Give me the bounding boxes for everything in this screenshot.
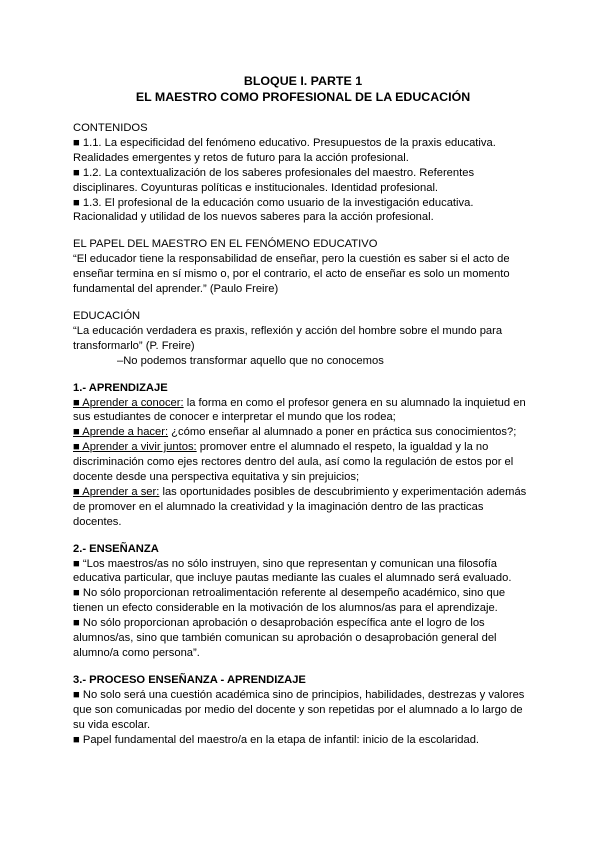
papel-heading: EL PAPEL DEL MAESTRO EN EL FENÓMENO EDUCATIVO	[73, 238, 378, 251]
aprendizaje-item-text: las oportunidades posibles de descubrimiento y experimentación además de promover en el alumnado la creatividad y la imaginación dentro de las practicas docentes.	[73, 485, 527, 528]
ensenanza-item: ■ No sólo proporcionan aprobación o desaprobación específica ante el logro de los alumnos/as, sino que también comunican su aprobación o desaprobación general del alumno/a como persona”.	[73, 617, 497, 659]
proceso-heading: 3.- PROCESO ENSEÑANZA - APRENDIZAJE	[73, 673, 306, 686]
aprendizaje-item-text: la forma en como el profesor genera en su alumnado la inquietud en sus estudiantes de conocer e interpretar el mundo que los rodea;	[73, 396, 526, 424]
papel-section	[73, 237, 533, 297]
aprendizaje-item	[73, 425, 533, 440]
aprendizaje-item-text: promover entre el alumnado el respeto, la igualdad y la no discriminación como ejes rectores dentro del aula, así como la regulación de estos por el docente desde una perspectiva equitativa y sin prejuicios;	[73, 441, 514, 484]
aprendizaje-heading: 1.- APRENDIZAJE	[73, 381, 168, 394]
educacion-quote: “La educación verdadera es praxis, reflexión y acción del hombre sobre el mundo para transformarlo” (P. Freire)	[73, 324, 503, 352]
contenidos-item: ■ 1.1. La especificidad del fenómeno educativo. Presupuestos de la praxis educativa. Realidades emergentes y retos de futuro para la acción profesional.	[73, 136, 496, 164]
title-line-1: BLOQUE I. PARTE 1	[243, 74, 363, 88]
document-page	[73, 73, 533, 747]
aprendizaje-item	[73, 440, 533, 485]
contenidos-section	[73, 121, 533, 225]
aprendizaje-item-label: ■ Aprender a ser:	[73, 485, 160, 498]
educacion-section	[73, 309, 533, 369]
aprendizaje-item-label: ■ Aprende a hacer:	[73, 426, 169, 439]
aprendizaje-item-label: ■ Aprender a conocer:	[73, 396, 184, 409]
ensenanza-section	[73, 542, 533, 661]
contenidos-item: ■ 1.3. El profesional de la educación como usuario de la investigación educativa. Racionalidad y utilidad de los nuevos saberes para la acción profesional.	[73, 196, 474, 224]
title-line-2: EL MAESTRO COMO PROFESIONAL DE LA EDUCACIÓN	[135, 90, 471, 104]
papel-quote: “El educador tiene la responsabilidad de enseñar, pero la cuestión es saber si el acto de enseñar termina en sí mismo o, por el contrario, el acto de enseñar es solo un momento fundamental del aprender.” (Paulo Freire)	[73, 253, 510, 296]
ensenanza-item: ■ “Los maestros/as no sólo instruyen, sino que representan y comunican una filosofía educativa particular, que incluye pautas mediante las cuales el alumnado será evaluado.	[73, 557, 512, 585]
contenidos-item: ■ 1.2. La contextualización de los saberes profesionales del maestro. Referentes disciplinares. Coyunturas políticas e institucionales. Identidad profesional.	[73, 166, 475, 194]
educacion-note: –No podemos transformar aquello que no conocemos	[117, 354, 384, 367]
proceso-section	[73, 673, 533, 748]
ensenanza-item: ■ No sólo proporcionan retroalimentación referente al desempeño académico, sino que tienen un efecto considerable en la motivación de los alumnos/as para el aprendizaje.	[73, 587, 506, 615]
proceso-item: ■ Papel fundamental del maestro/a en la etapa de infantil: inicio de la escolaridad.	[73, 733, 480, 746]
ensenanza-heading: 2.- ENSEÑANZA	[73, 542, 159, 555]
aprendizaje-item	[73, 396, 533, 426]
aprendizaje-item	[73, 485, 533, 530]
document-title	[73, 73, 533, 105]
contenidos-heading: CONTENIDOS	[73, 122, 148, 134]
aprendizaje-item-label: ■ Aprender a vivir juntos:	[73, 441, 197, 454]
aprendizaje-section	[73, 381, 533, 530]
educacion-heading: EDUCACIÓN	[73, 309, 141, 322]
proceso-item: ■ No solo será una cuestión académica sino de principios, habilidades, destrezas y valores que son comunicadas por medio del docente y son repetidas por el alumnado a lo largo de su vida escolar.	[73, 688, 525, 731]
aprendizaje-item-text: ¿cómo enseñar al alumnado a poner en práctica sus conocimientos?;	[168, 426, 517, 439]
